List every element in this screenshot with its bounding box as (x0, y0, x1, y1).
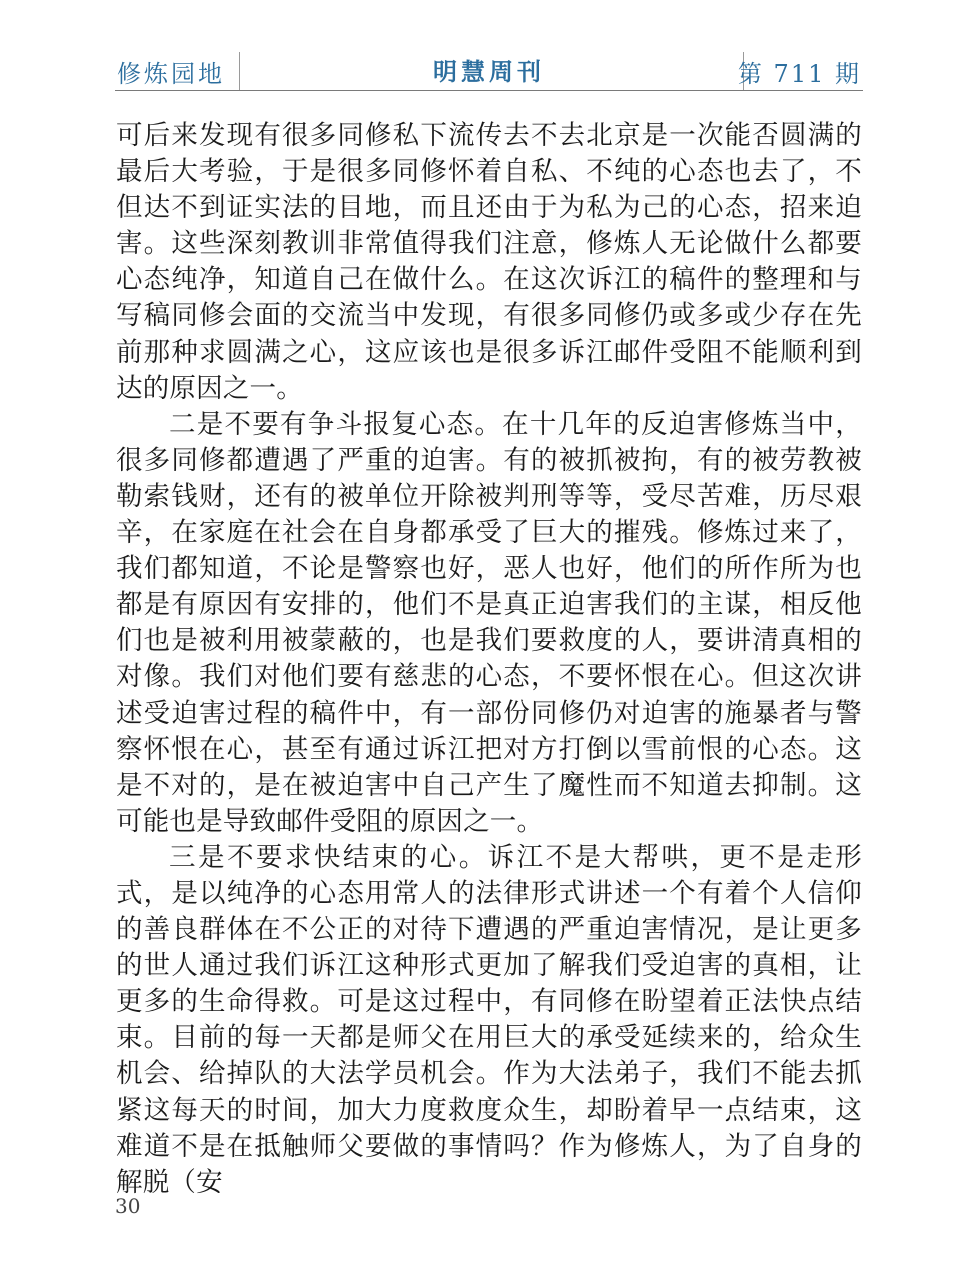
page-header (115, 48, 863, 92)
issue-number: 第 711 期 (737, 60, 861, 88)
article-body (116, 118, 862, 1201)
section-title: 修炼园地 (117, 60, 225, 88)
publication-title: 明慧周刊 (433, 58, 545, 86)
page-number: 30 (115, 1194, 141, 1218)
paragraph-third-point: 三是不要求快结束的心。诉江不是大帮哄，更不是走形式，是以纯净的心态用常人的法律形式讲述一个有着个人信仰的善良群体在不公正的对待下遭遇的严重迫害情况，是让更多的世人通过我们诉江这种形式更加了解我们受迫害的真相，让更多的生命得救。可是这过程中，有同修在盼望着正法快点结束。目前的每一天都是师父在用巨大的承受延续来的，给众生机会、给掉队的大法学员机会。作为大法弟子，我们不能去抓紧这每天的时间，加大力度救度众生，却盼着早一点结束，这难道不是在抵触师父要做的事情吗？作为修炼人，为了自身的解脱（安 (116, 841, 862, 1198)
paragraph-second-point: 二是不要有争斗报复心态。在十几年的反迫害修炼当中，很多同修都遭遇了严重的迫害。有的被抓被拘，有的被劳教被勒索钱财，还有的被单位开除被判刑等等，受尽苦难，历尽艰辛，在家庭在社会在自身都承受了巨大的摧残。修炼过来了，我们都知道，不论是警察也好，恶人也好，他们的所作所为也都是有原因有安排的，他们不是真正迫害我们的主谋，相反他们也是被利用被蒙蔽的，也是我们要救度的人，要讲清真相的对像。我们对他们要有慈悲的心态，不要怀恨在心。但这次讲述受迫害过程的稿件中，有一部份同修仍对迫害的施暴者与警察怀恨在心，甚至有通过诉江把对方打倒以雪前恨的心态。这是不对的，是在被迫害中自己产生了魔性而不知道去抑制。这可能也是导致邮件受阻的原因之一。 (116, 408, 862, 837)
header-rule (115, 90, 863, 91)
paragraph-continuation: 可后来发现有很多同修私下流传去不去北京是一次能否圆满的最后大考验，于是很多同修怀着自私、不纯的心态也去了，不但达不到证实法的目地，而且还由于为私为己的心态，招来迫害。这些深刻教训非常值得我们注意，修炼人无论做什么都要心态纯净，知道自己在做什么。在这次诉江的稿件的整理和与写稿同修会面的交流当中发现，有很多同修仍或多或少存在先前那种求圆满之心，这应该也是很多诉江邮件受阻不能顺利到达的原因之一。 (116, 120, 862, 404)
